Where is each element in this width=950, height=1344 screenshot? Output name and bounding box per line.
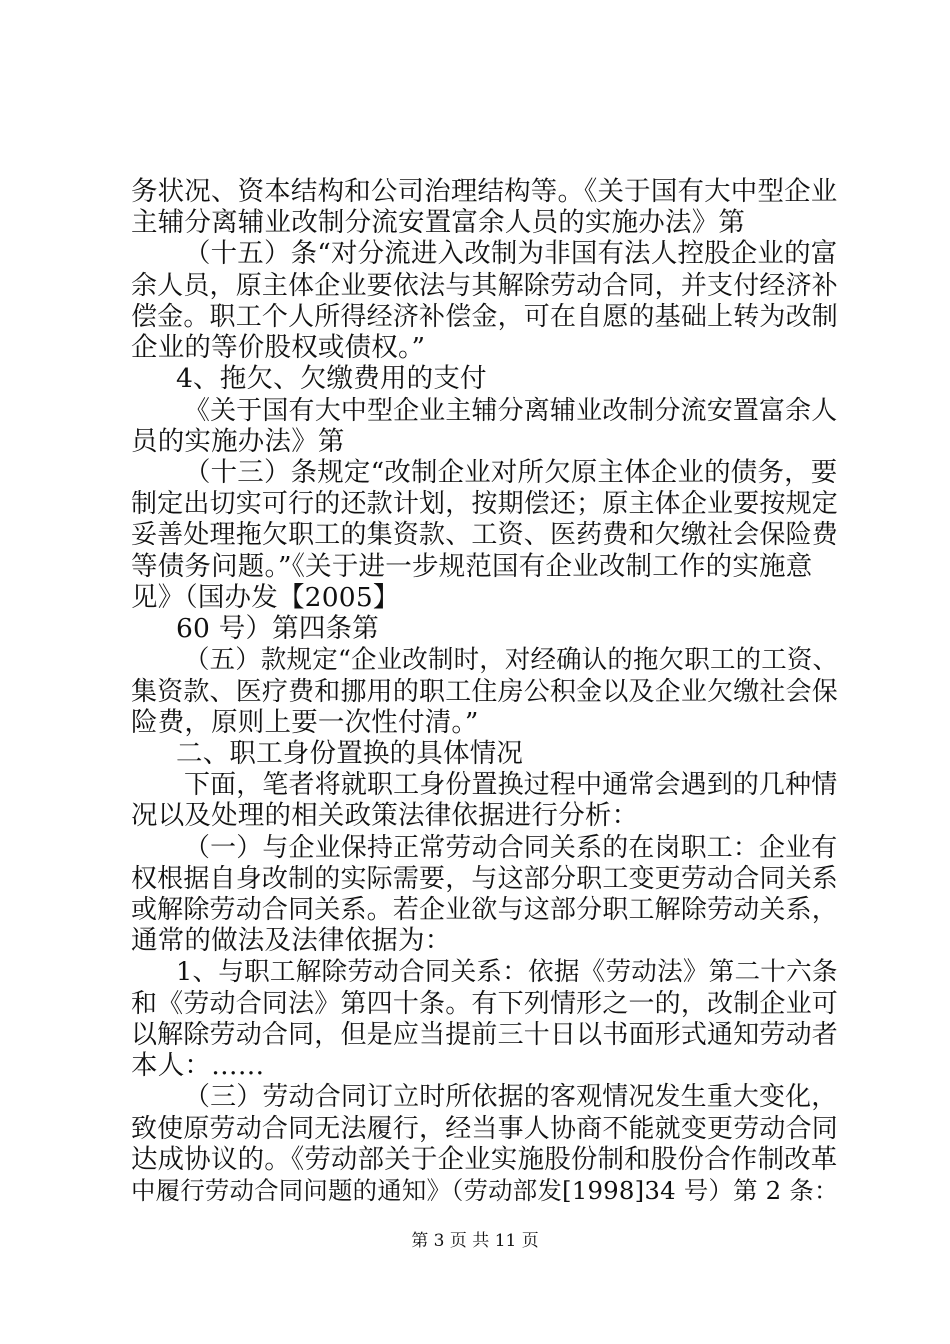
page-footer: 第 3 页 共 11 页 [411,1231,539,1251]
text-line: 60 号）第四条第 [176,613,379,645]
text-line: 险费，原则上要一次性付清。” [131,706,479,738]
text-line: 集资款、医疗费和挪用的职工住房公积金以及企业欠缴社会保 [131,676,838,707]
text-line: （十三）条规定“改制企业对所欠原主体企业的债务，要 [184,456,838,488]
section-heading: 二、职工身份置换的具体情况 [176,737,524,769]
text-line: 致使原劳动合同无法履行，经当事人协商不能就变更劳动合同 [131,1113,838,1144]
text-line: 制定出切实可行的还款计划，按期偿还；原主体企业要按规定 [131,489,838,520]
text-line: 等债务问题。”《关于进一步规范国有企业改制工作的实施意 [131,550,813,582]
text-line: 下面，笔者将就职工身份置换过程中通常会遇到的几种情 [184,770,838,801]
text-line: 本人：…… [131,1050,265,1082]
text-line: 中履行劳动合同问题的通知》（劳动部发[1998]34 号）第 2 条： [131,1176,839,1205]
text-line: 或解除劳动合同关系。若企业欲与这部分职工解除劳动关系， [131,895,838,926]
text-line: 企业的等价股权或债权。” [131,332,426,364]
text-line: 以解除劳动合同，但是应当提前三十日以书面形式通知劳动者 [131,1019,838,1050]
text-line: 达成协议的。《劳动部关于企业实施股份制和股份合作制改革 [131,1143,838,1175]
text-line: （一）与企业保持正常劳动合同关系的在岗职工：企业有 [184,832,838,863]
text-line: （三）劳动合同订立时所依据的客观情况发生重大变化， [184,1082,838,1113]
text-line: 况以及处理的相关政策法律依据进行分析： [131,800,639,832]
text-line: 余人员，原主体企业要依法与其解除劳动合同，并支付经济补 [131,270,838,301]
text-line: 偿金。职工个人所得经济补偿金，可在自愿的基础上转为改制 [131,301,838,332]
text-line: 1、与职工解除劳动合同关系：依据《劳动法》第二十六条 [176,957,838,988]
text-line: （五）款规定“企业改制时，对经确认的拖欠职工的工资、 [184,645,839,676]
text-line: 见》（国办发【2005】 [131,581,400,613]
text-line: 主辅分离辅业改制分流安置富余人员的实施办法》第 [131,207,746,239]
text-line: 权根据自身改制的实际需要，与这部分职工变更劳动合同关系 [131,863,838,894]
text-line: 务状况、资本结构和公司治理结构等。《关于国有大中型企业 [131,176,838,207]
section-heading: 4、拖欠、欠缴费用的支付 [176,363,487,395]
text-line: 妥善处理拖欠职工的集资款、工资、医药费和欠缴社会保险费 [131,520,838,551]
text-line: （十五）条“对分流进入改制为非国有法人控股企业的富 [184,238,838,270]
text-line: 《关于国有大中型企业主辅分离辅业改制分流安置富余人 [184,395,838,426]
text-line: 和《劳动合同法》第四十条。有下列情形之一的，改制企业可 [131,988,838,1019]
text-line: 通常的做法及法律依据为： [131,925,452,957]
text-line: 员的实施办法》第 [131,425,345,457]
